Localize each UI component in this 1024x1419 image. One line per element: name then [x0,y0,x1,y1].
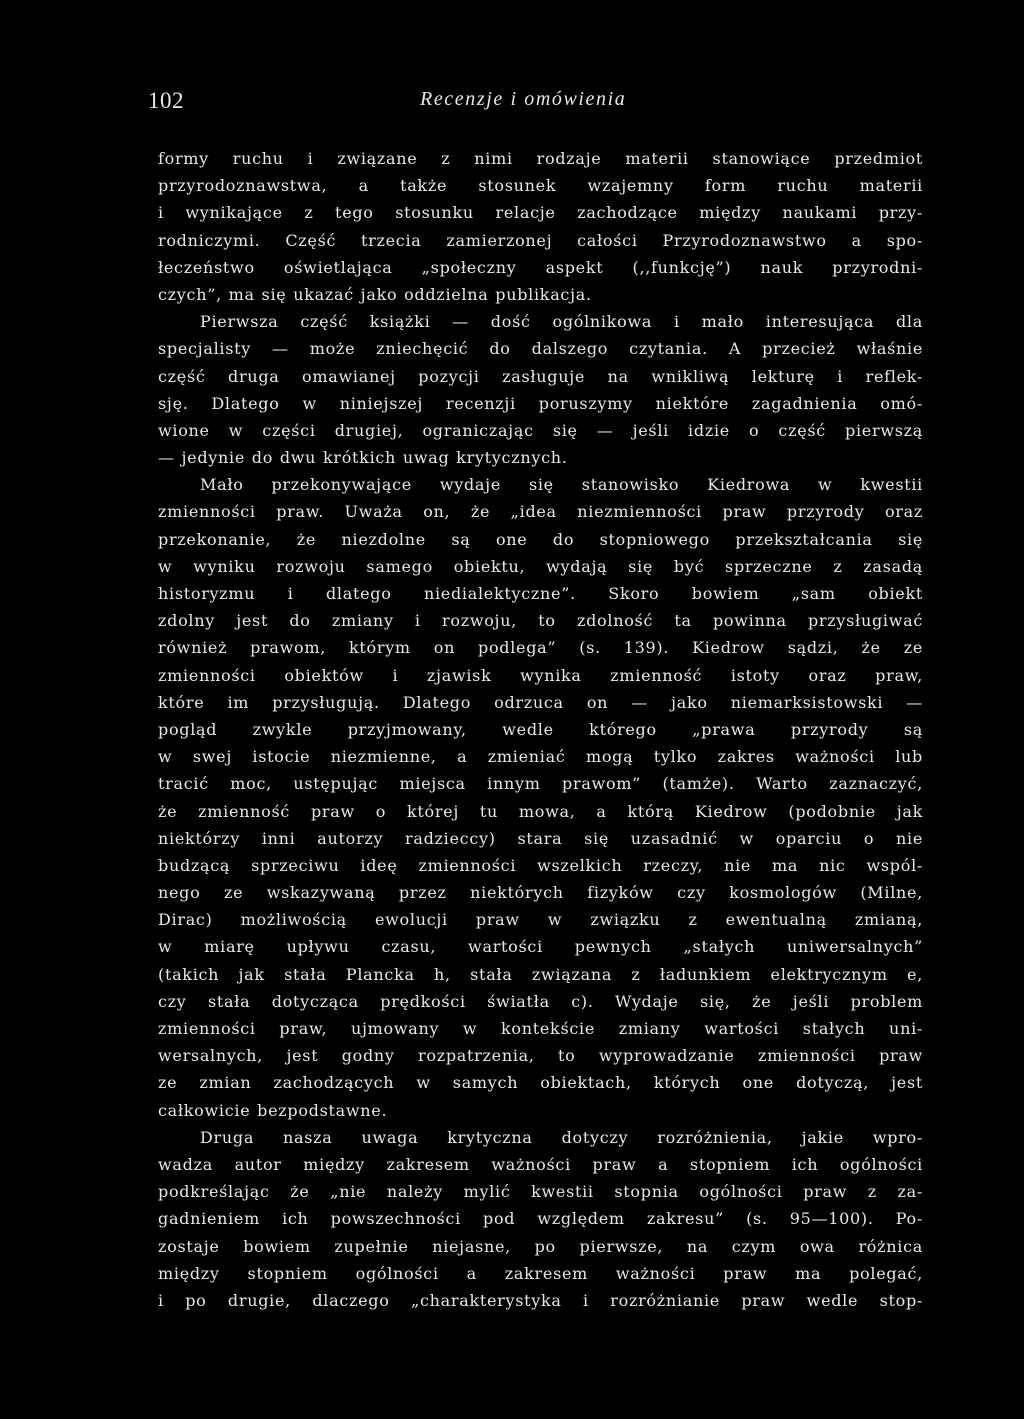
text-line: w swej istocie niezmienne, a zmieniać mogą tylko zakres ważności lub [158,747,923,767]
article-body [158,145,923,1314]
text-line: przyrodoznawstwa, a także stosunek wzajemny form ruchu materii [158,176,923,196]
text-line: w miarę upływu czasu, wartości pewnych „stałych uniwersalnych” [158,937,923,957]
running-title: Recenzje i omówienia [420,88,627,110]
page-number: 102 [148,88,184,113]
text-line: w wyniku rozwoju samego obiektu, wydają się być sprzeczne z zasadą [158,556,923,576]
text-line: czych”, ma się ukazać jako oddzielna publikacja. [158,284,592,304]
text-line: Druga nasza uwaga krytyczna dotyczy rozróżnienia, jakie wpro- [200,1127,923,1147]
text-line: sję. Dlatego w niniejszej recenzji poruszymy niektóre zagadnienia omó- [158,393,923,413]
text-line: że zmienność praw o której tu mowa, a którą Kiedrow (podobnie jak [158,801,923,821]
text-line: część druga omawianej pozycji zasługuje na wnikliwą lekturę i reflek- [158,366,923,386]
text-line: nego ze wskazywaną przez niektórych fizyków czy kosmologów (Milne, [158,883,923,903]
text-line: gadnieniem ich powszechności pod względem zakresu” (s. 95—100). Po- [158,1209,923,1229]
text-line: przekonanie, że niezdolne są one do stopniowego przekształcania się [158,529,923,549]
text-line: całkowicie bezpodstawne. [158,1100,388,1120]
text-line: ze zmian zachodzących w samych obiektach, których one dotyczą, jest [158,1073,923,1093]
text-line: rodniczymi. Część trzecia zamierzonej całości Przyrodoznawstwo a spo- [158,230,923,250]
text-line: — jedynie do dwu krótkich uwag krytycznych. [158,448,568,468]
text-line: pogląd zwykle przyjmowany, wedle którego „prawa przyrody są [158,719,923,739]
text-line: wione w części drugiej, ograniczając się — jeśli idzie o część pierwszą [158,420,923,440]
text-line: zdolny jest do zmiany i rozwoju, to zdolność ta powinna przysługiwać [158,611,923,631]
text-line: między stopniem ogólności a zakresem ważności praw ma polegać, [158,1263,923,1283]
text-line: łeczeństwo oświetlająca „społeczny aspekt (,,funkcję”) nauk przyrodni- [158,257,923,277]
text-line: Mało przekonywające wydaje się stanowisko Kiedrowa w kwestii [200,475,923,495]
text-line: historyzmu i dlatego niedialektyczne”. Skoro bowiem „sam obiekt [158,584,923,603]
text-line: które im przysługują. Dlatego odrzuca on — jako niemarksistowski — [158,692,923,712]
text-line: niektórzy inni autorzy radzieccy) stara się uzasadnić w oparciu o nie [158,828,923,848]
text-line: i po drugie, dlaczego „charakterystyka i rozróżnianie praw wedle stop- [158,1290,923,1310]
text-line: tracić moc, ustępując miejsca innym prawom” (tamże). Warto zaznaczyć, [158,774,923,794]
text-line: zmienności praw. Uważa on, że „idea niezmienności praw przyrody oraz [158,502,923,522]
text-line: wadza autor między zakresem ważności praw a stopniem ich ogólności [158,1154,923,1174]
text-line: również prawom, którym on podlega” (s. 139). Kiedrow sądzi, że ze [158,638,923,658]
text-line: budzącą sprzeciwu ideę zmienności wszelkich rzeczy, nie ma nic wspól- [158,855,923,875]
text-line: (takich jak stała Plancka h, stała związana z ładunkiem elektrycznym e, [158,964,923,984]
text-line: formy ruchu i związane z nimi rodzaje materii stanowiące przedmiot [158,149,923,168]
text-line: zmienności praw, ujmowany w kontekście zmiany wartości stałych uni- [158,1019,923,1038]
text-line: Dirac) możliwością ewolucji praw w związku z ewentualną zmianą, [158,910,923,930]
text-line: specjalisty — może zniechęcić do dalszego czytania. A przecież właśnie [158,339,923,359]
text-line: podkreślając że „nie należy mylić kwestii stopnia ogólności praw z za- [158,1182,923,1202]
page-header [148,88,923,120]
text-line: czy stała dotycząca prędkości światła c). Wydaje się, że jeśli problem [158,991,923,1011]
text-line: zmienności obiektów i zjawisk wynika zmienność istoty oraz praw, [158,665,923,685]
text-line: wersalnych, jest godny rozpatrzenia, to wyprowadzanie zmienności praw [158,1046,923,1066]
text-line: zostaje bowiem zupełnie niejasne, po pierwsze, na czym owa różnica [158,1236,923,1256]
text-line: Pierwsza część książki — dość ogólnikowa i mało interesująca dla [200,312,923,332]
text-line: i wynikające z tego stosunku relacje zachodzące między naukami przy- [158,203,923,223]
